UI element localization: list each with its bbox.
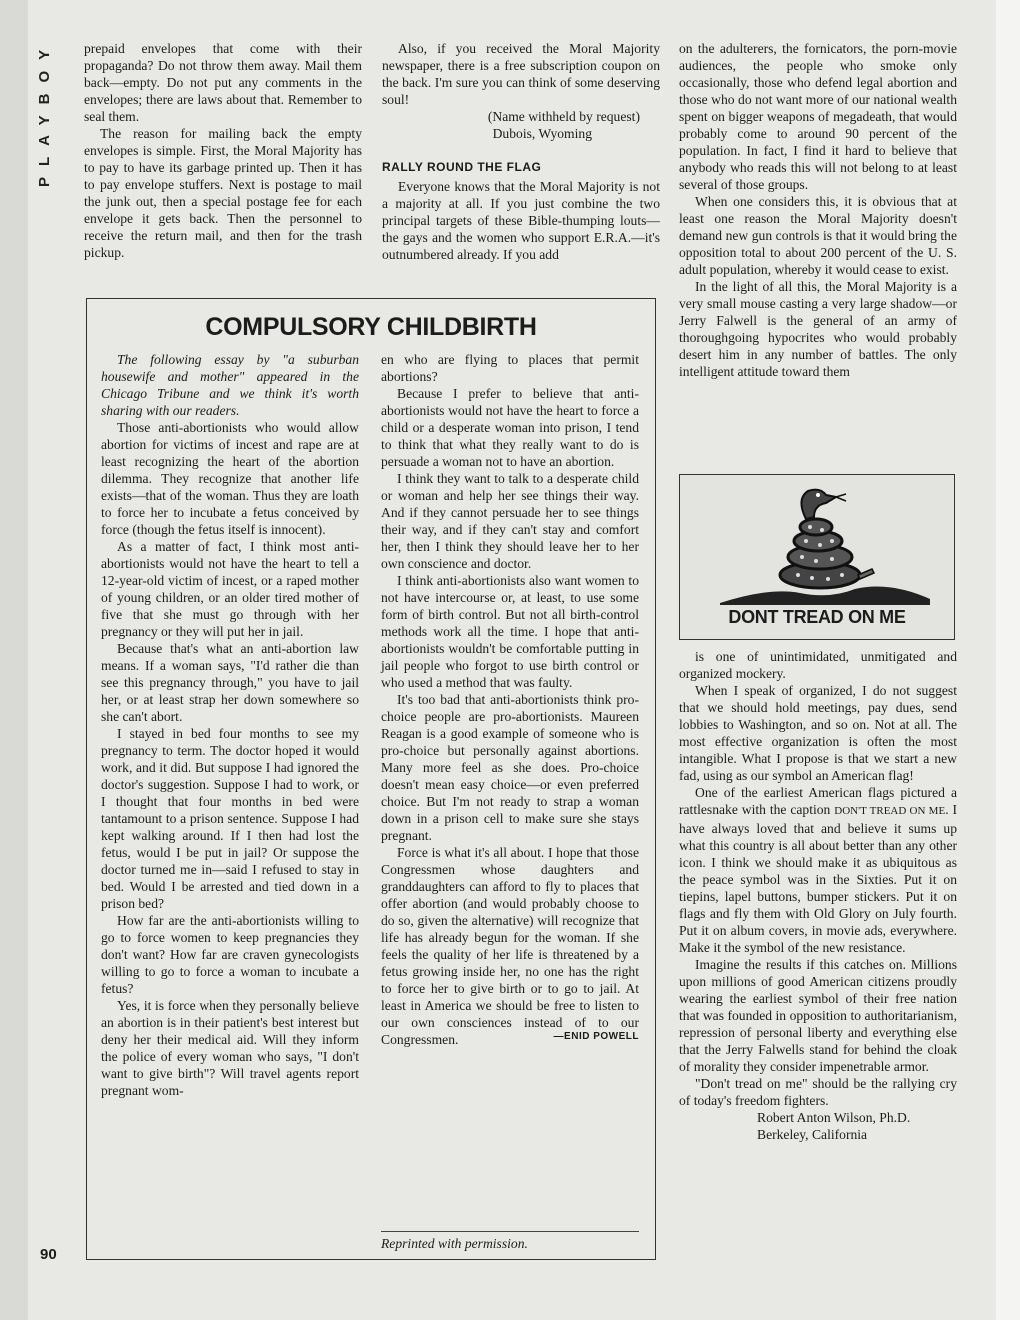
essay-paragraph: I think they want to talk to a desperate child or woman and help her see things their way. And if they cannot persuade her to see things their way, and if they can't stay and comfort her, then I think they should leave her to her own conscience and doctor. <box>381 471 639 571</box>
paragraph-text: . I have always loved that and believe it sums up what this country is all about better than any other icon. I think we should make it as ubiquitous as the peace symbol was in the Sixties. Put it on tiepins, lapel buttons, bumper stickers. Put it on flags and fly them with Old Glory on July fourth. Put it on album covers, in movie ads, everywhere. Make it the symbol of the new resistance. <box>679 802 958 955</box>
letter-column-1 <box>84 40 362 261</box>
small-caps-phrase: DON'T TREAD ON ME <box>834 805 946 817</box>
letter-column-3 <box>679 40 957 380</box>
essay-paragraph: As a matter of fact, I think most anti-abortionists would not have the heart to tell a 12-year-old victim of incest, or a raped mother of young children, or an older tired mother of five that she must go through with her pregnancy or they will put her in jail. <box>101 539 359 639</box>
page-number: 90 <box>40 1246 57 1263</box>
letter-signature-location: Berkeley, California <box>757 1127 868 1142</box>
masthead: PLAYBOY <box>36 38 53 188</box>
essay-paragraph: Yes, it is force when they personally believe an abortion is in their patient's best interest but deny her their medical aid. Will they inform the police of every woman who says, "I don't want to give birth"? Will travel agents report pregnant wom- <box>101 998 359 1098</box>
essay-box <box>86 298 656 1260</box>
letter-heading: RALLY ROUND THE FLAG <box>382 160 542 174</box>
letter-signature: Robert Anton Wilson, Ph.D. <box>757 1110 911 1125</box>
letter-paragraph: Imagine the results if this catches on. Millions upon millions of good American citizens proudly wearing the earliest symbol of their free nation that was founded in opposition to authoritarianism, repression of personal liberty and everything else that the Jerry Falwells stand for behind the cloak of morality they consider impenetrable armor. <box>679 957 957 1074</box>
page-edge <box>996 0 1020 1320</box>
letter-paragraph: prepaid envelopes that come with their propaganda? Do not throw them away. Mail them back—empty. Do not put any comments in the envelopes; there are laws about that. Remember to seal them. <box>84 41 362 124</box>
essay-paragraph: en who are flying to places that permit abortions? <box>381 352 639 384</box>
reprint-note: Reprinted with permission. <box>381 1231 639 1252</box>
letter-paragraph: "Don't tread on me" should be the rallying cry of today's freedom fighters. <box>679 1076 957 1108</box>
essay-paragraph: Those anti-abortionists who would allow abortion for victims of incest and rape are at least recognizing the heart of the abortion dilemma. They recognize that another life exists—that of the woman. Thus they are loath to force her to incubate a fetus conceived by force (though the fetus itself is innocent). <box>101 420 359 537</box>
essay-intro: The following essay by "a suburban housewife and mother" appeared in the Chicago Tribune and we think it's worth sharing with our readers. <box>101 352 359 418</box>
letter-paragraph: In the light of all this, the Moral Majority is a very small mouse casting a very large shadow—or Jerry Falwell is the general of an army of thoroughgoing hypocrites who would probably desert him in any number of battles. The only intelligent attitude toward them <box>679 279 957 379</box>
letter-paragraph: The reason for mailing back the empty envelopes is simple. First, the Moral Majority has to pay to have its garbage printed up. Then it has to pay envelope stuffers. Next is postage to mail the junk out, then a special postage fee for each envelope it gets back. Then the personnel to receive the return mail, and then for the trash pickup. <box>84 126 362 260</box>
letter-paragraph <box>679 784 957 956</box>
essay-byline: —ENID POWELL <box>553 1031 639 1042</box>
essay-paragraph: How far are the anti-abortionists willing to go to force women to keep pregnancies they don't want? How far are craven gynecologists willing to go to force a woman to incubate a fetus? <box>101 913 359 996</box>
essay-paragraph: Because I prefer to believe that anti-abortionists would not have the heart to force a child or a desperate woman into prison, I tend to think that what they really want to do is persuade a woman not to have an abortion. <box>381 386 639 469</box>
letter-paragraph: When I speak of organized, I do not suggest that we should hold meetings, pay dues, send lobbies to Washington, and so on. Not at all. The most effective organization is often the most intangible. What I propose is that we start a new fad, using as our symbol an American flag! <box>679 683 957 783</box>
letter-signature-location: Dubois, Wyoming <box>492 126 592 141</box>
essay-column-right <box>381 351 639 1047</box>
gadsden-flag-image <box>679 474 955 640</box>
letter-signature: (Name withheld by request) <box>487 109 640 124</box>
letter-paragraph: is one of unintimidated, unmitigated and organized mockery. <box>679 649 957 681</box>
rattlesnake-icon <box>680 475 954 605</box>
essay-paragraph: Because that's what an anti-abortion law means. If a woman says, "I'd rather die than see this pregnancy through," you have to jail her, or at least strap her down somewhere so she can't abort. <box>101 641 359 724</box>
letter-paragraph: Also, if you received the Moral Majority newspaper, there is a free subscription coupon on the back. I'm sure you can think of some deserving soul! <box>382 41 660 107</box>
letter-column-3-continued <box>679 648 957 1143</box>
letter-paragraph: When one considers this, it is obvious that at least one reason the Moral Majority doesn't demand new gun controls is that it would bring the opposition total to about 200 percent of the U. S. adult population, whereby it would cease to exist. <box>679 194 957 277</box>
letter-paragraph: on the adulterers, the fornicators, the porn-movie audiences, the people who smoke only occasionally, those who defend legal abortion and those who do not want more of our national wealth spent on bigger weapons of megadeath, that would probably come to around 90 percent of the population. In fact, I find it hard to believe that anybody who reads this will not belong to at least several of those groups. <box>679 41 957 192</box>
essay-paragraph: I stayed in bed four months to see my pregnancy to term. The doctor hoped it would work, and it did. But suppose I had ignored the doctor's suggestion. Suppose I had to work, or I thought that four months in bed were tantamount to a prison sentence. Suppose I had kept walking around. If I then had lost the fetus, would I be put in jail? Or suppose the doctor turned me in—said I refused to stay in bed. Would I be arrested and tied down in a prison bed? <box>101 726 359 911</box>
paragraph-text: One of the earliest American flags pictured a rattlesnake with the caption <box>679 785 957 817</box>
essay-column-left <box>101 351 359 1099</box>
letter-paragraph: Everyone knows that the Moral Majority is not a majority at all. If you just combine the two principal targets of these Bible-thumping louts—the gays and the women who support E.R.A.—it's outnumbered already. If you add <box>382 179 660 262</box>
essay-paragraph: It's too bad that anti-abortionists think pro-choice people are pro-abortionists. Maureen Reagan is a good example of someone who is pro-choice but personally against abortions. Many more feel as she does. Pro-choice doesn't mean easy choice—or even preferred choice. But I'm not ready to strap a woman down in a prison cell to make sure she stays pregnant. <box>381 692 639 843</box>
flag-caption: DONT TREAD ON ME <box>728 607 906 627</box>
essay-paragraph: I think anti-abortionists also want women to not have intercourse or, at least, to use some form of birth control. But not all birth-control methods work all the time. I hope that anti-abortionists wouldn't be comfortable putting in jail people who forgot to use birth control or who used a method that was faulty. <box>381 573 639 690</box>
essay-title: COMPULSORY CHILDBIRTH <box>205 313 537 341</box>
letter-column-2 <box>382 40 660 263</box>
essay-paragraph: Force is what it's all about. I hope that those Congressmen whose daughters and granddaughters can afford to fly to places that offer abortion (and would probably choose to do so, given the alternative) will recognize that life has already begun for the woman. If she feels the quality of her life is threatened by a fetus growing inside her, no one has the right to force her to give birth or to go to jail. At least in America we should be free to listen to our own consciences instead of to our Congressmen. <box>381 845 639 1047</box>
